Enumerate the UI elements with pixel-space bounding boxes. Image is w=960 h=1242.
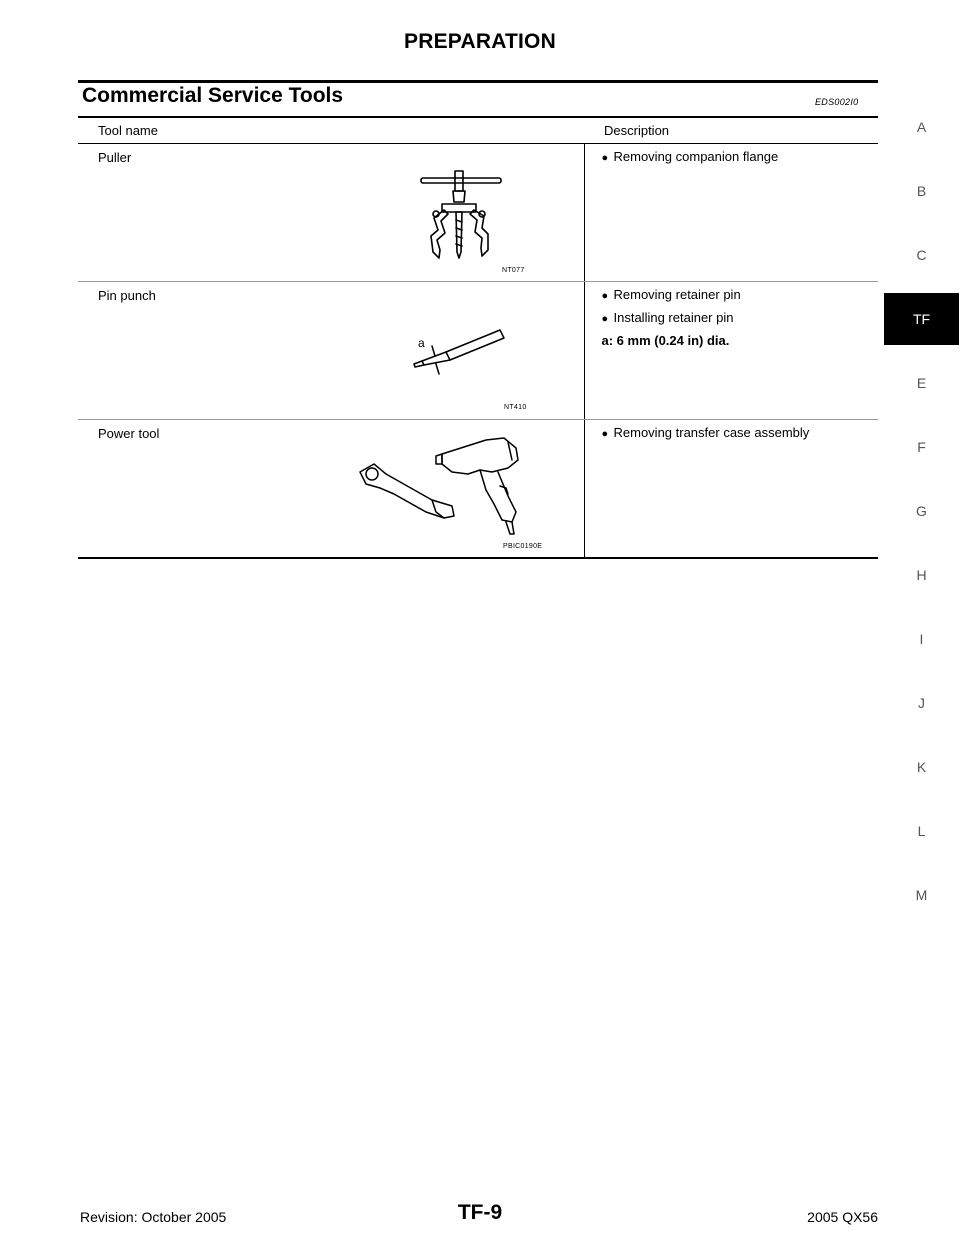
puller-illustration [418, 166, 518, 266]
tool-name: Puller [98, 150, 132, 165]
figure-code: NT077 [502, 267, 525, 274]
header-description: Description [584, 117, 878, 144]
tool-description-cell [584, 282, 878, 420]
tab-i[interactable]: I [919, 631, 924, 647]
figure-code: PBIC0190E [503, 543, 543, 550]
tool-description-cell [584, 144, 878, 282]
tab-e[interactable]: E [916, 375, 927, 391]
table-row [78, 420, 878, 558]
description-bullet: ● Removing companion flange [601, 149, 779, 164]
tab-k[interactable]: K [916, 759, 927, 775]
tab-l[interactable]: L [917, 823, 926, 839]
header-tool-name: Tool name [78, 117, 584, 144]
bullet-dot-icon: ● [601, 428, 609, 440]
power-tool-illustration [348, 434, 538, 544]
tool-description-cell [584, 420, 878, 558]
description-bullet: ● Installing retainer pin [601, 310, 734, 325]
tab-tf[interactable]: TF [884, 293, 959, 345]
header-rule [78, 80, 878, 83]
tool-name: Pin punch [98, 288, 156, 303]
tab-m[interactable]: M [915, 887, 928, 903]
tool-name-cell [78, 282, 584, 420]
tools-table [78, 116, 878, 559]
section-title: Commercial Service Tools [82, 84, 344, 107]
footer-page-number: TF-9 [457, 1201, 503, 1224]
figure-label: a [418, 336, 425, 350]
bullet-dot-icon: ● [601, 313, 609, 325]
description-bullet: ● Removing retainer pin [601, 287, 741, 302]
tool-name-cell [78, 144, 584, 282]
tab-a[interactable]: A [916, 119, 927, 135]
tab-f[interactable]: F [917, 439, 926, 455]
bullet-dot-icon: ● [601, 152, 609, 164]
table-row [78, 282, 878, 420]
section-code: EDS002I0 [815, 97, 859, 107]
tab-g[interactable]: G [916, 503, 927, 519]
table-header-row [78, 117, 878, 144]
description-bullet: ● Removing transfer case assembly [601, 425, 810, 440]
tool-name: Power tool [98, 426, 160, 441]
tab-c[interactable]: C [916, 247, 927, 263]
table-row [78, 144, 878, 282]
footer-model: 2005 QX56 [807, 1209, 878, 1225]
tab-j[interactable]: J [918, 695, 925, 711]
tool-name-cell [78, 420, 584, 558]
bullet-dot-icon: ● [601, 290, 609, 302]
figure-code: NT410 [504, 404, 527, 411]
tab-b[interactable]: B [916, 183, 927, 199]
section-tab-index [884, 95, 959, 927]
page-header-title: PREPARATION [404, 30, 556, 53]
dimension-note: a: 6 mm (0.24 in) dia. [601, 333, 730, 348]
pin-punch-illustration [408, 326, 518, 386]
footer-revision: Revision: October 2005 [80, 1209, 227, 1225]
tab-h[interactable]: H [916, 567, 927, 583]
